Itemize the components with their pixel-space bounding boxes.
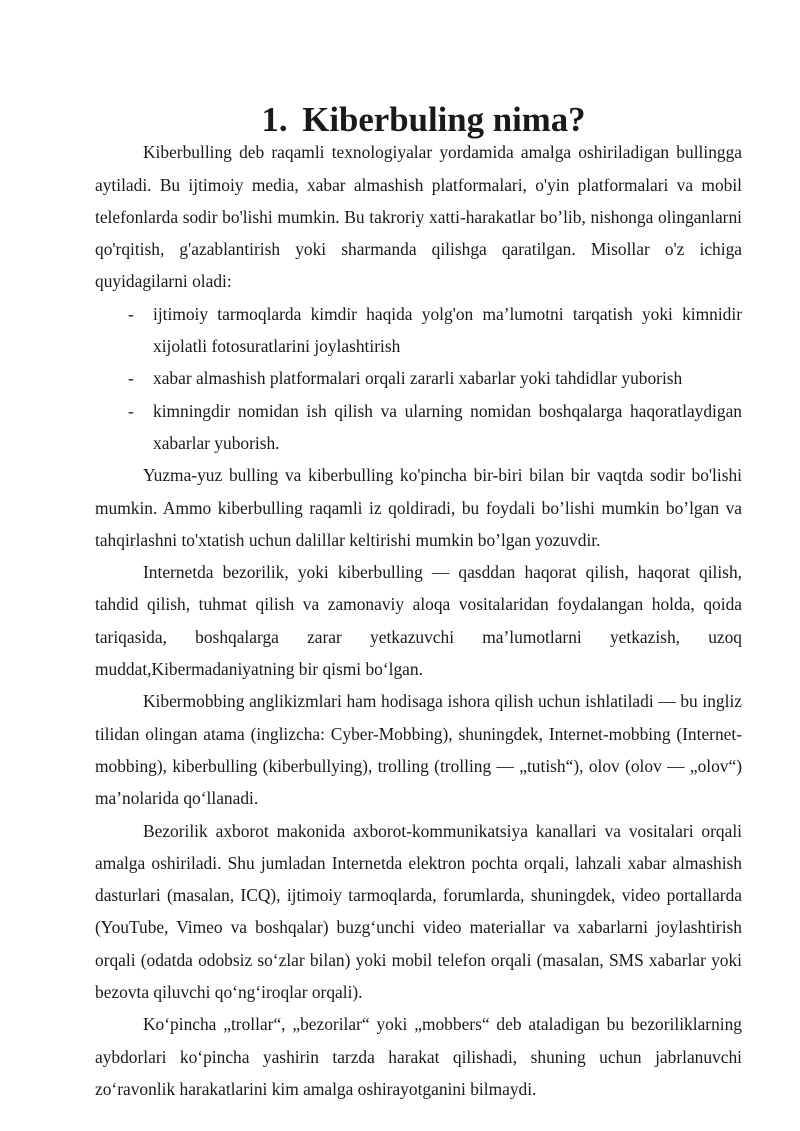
paragraph-terminology: Kibermobbing anglikizmlari ham hodisaga ishora qilish uchun ishlatiladi — bu ingliz tilidan olingan atama (inglizcha: Cyber-Mobbing), shuningdek, Internet-mobbing (Internet-mobbing), kiberbulling (kiberbullying), trolling (trolling — „tutish“), olov (olov — „olov“) ma’nolarida qo‘llanadi. (95, 691, 742, 809)
list-item: - xabar almashish platformalari orqali zararli xabarlar yoki tahdidlar yuborish (153, 362, 742, 394)
list-item: - ijtimoiy tarmoqlarda kimdir haqida yolg'on ma’lumotni tarqatish yoki kimnidir xijolatli fotosuratlarini joylashtirish (153, 298, 742, 363)
list-item: - kimningdir nomidan ish qilish va ularning nomidan boshqalarga haqoratlaydigan xabarlar yuborish. (153, 395, 742, 460)
section-number: 1. (261, 100, 288, 139)
document-page (95, 100, 742, 1105)
paragraph-anonymity: Ko‘pincha „trollar“, „bezorilar“ yoki „mobbers“ deb ataladigan bu bezoriliklarning aybdorlari ko‘pincha yashirin tarzda harakat qilishadi, shuning uchun jabrlanuvchi zo‘ravonlik harakatlarini kim amalga oshirayotganini bilmaydi. (95, 1014, 742, 1099)
section-title: Kiberbuling nima? (302, 100, 586, 139)
intro-paragraph: Kiberbulling deb raqamli texnologiyalar yordamida amalga oshiriladigan bullingga aytiladi. Bu ijtimoiy media, xabar almashish platformalari, o'yin platformalari va mobil telefonlarda sodir bo'lishi mumkin. Bu takroriy xatti-harakatlar bo’lib, nishonga olinganlarni qo'rqitish, g'azablantirish yoki sharmanda qilishga qaratilgan. Misollar o'z ichiga quyidagilarni oladi: (95, 142, 742, 292)
paragraph-digital-trace: Yuzma-yuz bulling va kiberbulling ko'pincha bir-biri bilan bir vaqtda sodir bo'lishi mumkin. Ammo kiberbulling raqamli iz qoldiradi, bu foydali bo’lishi mumkin bo’lgan va tahqirlashni to'xtatish uchun dalillar keltirishi mumkin bo’lgan yozuvdir. (95, 465, 742, 550)
paragraph-definition: Internetda bezorilik, yoki kiberbulling — qasddan haqorat qilish, haqorat qilish, tahdid qilish, tuhmat qilish va zamonaviy aloqa vositalaridan foydalangan holda, qoida tariqasida, boshqalarga zarar yetkazuvchi ma’lumotlarni yetkazish, uzoq muddat,Kibermadaniyatning bir qismi bo‘lgan. (95, 562, 742, 680)
paragraph-channels: Bezorilik axborot makonida axborot-kommunikatsiya kanallari va vositalari orqali amalga oshiriladi. Shu jumladan Internetda elektron pochta orqali, lahzali xabar almashish dasturlari (masalan, ICQ), ijtimoiy tarmoqlarda, forumlarda, shuningdek, video portallarda (YouTube, Vimeo va boshqalar) buzg‘unchi video materiallar va xabarlarni joylashtirish orqali (odatda odobsiz so‘zlar bilan) yoki mobil telefon orqali (masalan, SMS xabarlar yoki bezovta qiluvchi qo‘ng‘iroqlar orqali). (95, 820, 742, 1003)
examples-list (95, 298, 742, 459)
section-heading (95, 100, 742, 139)
